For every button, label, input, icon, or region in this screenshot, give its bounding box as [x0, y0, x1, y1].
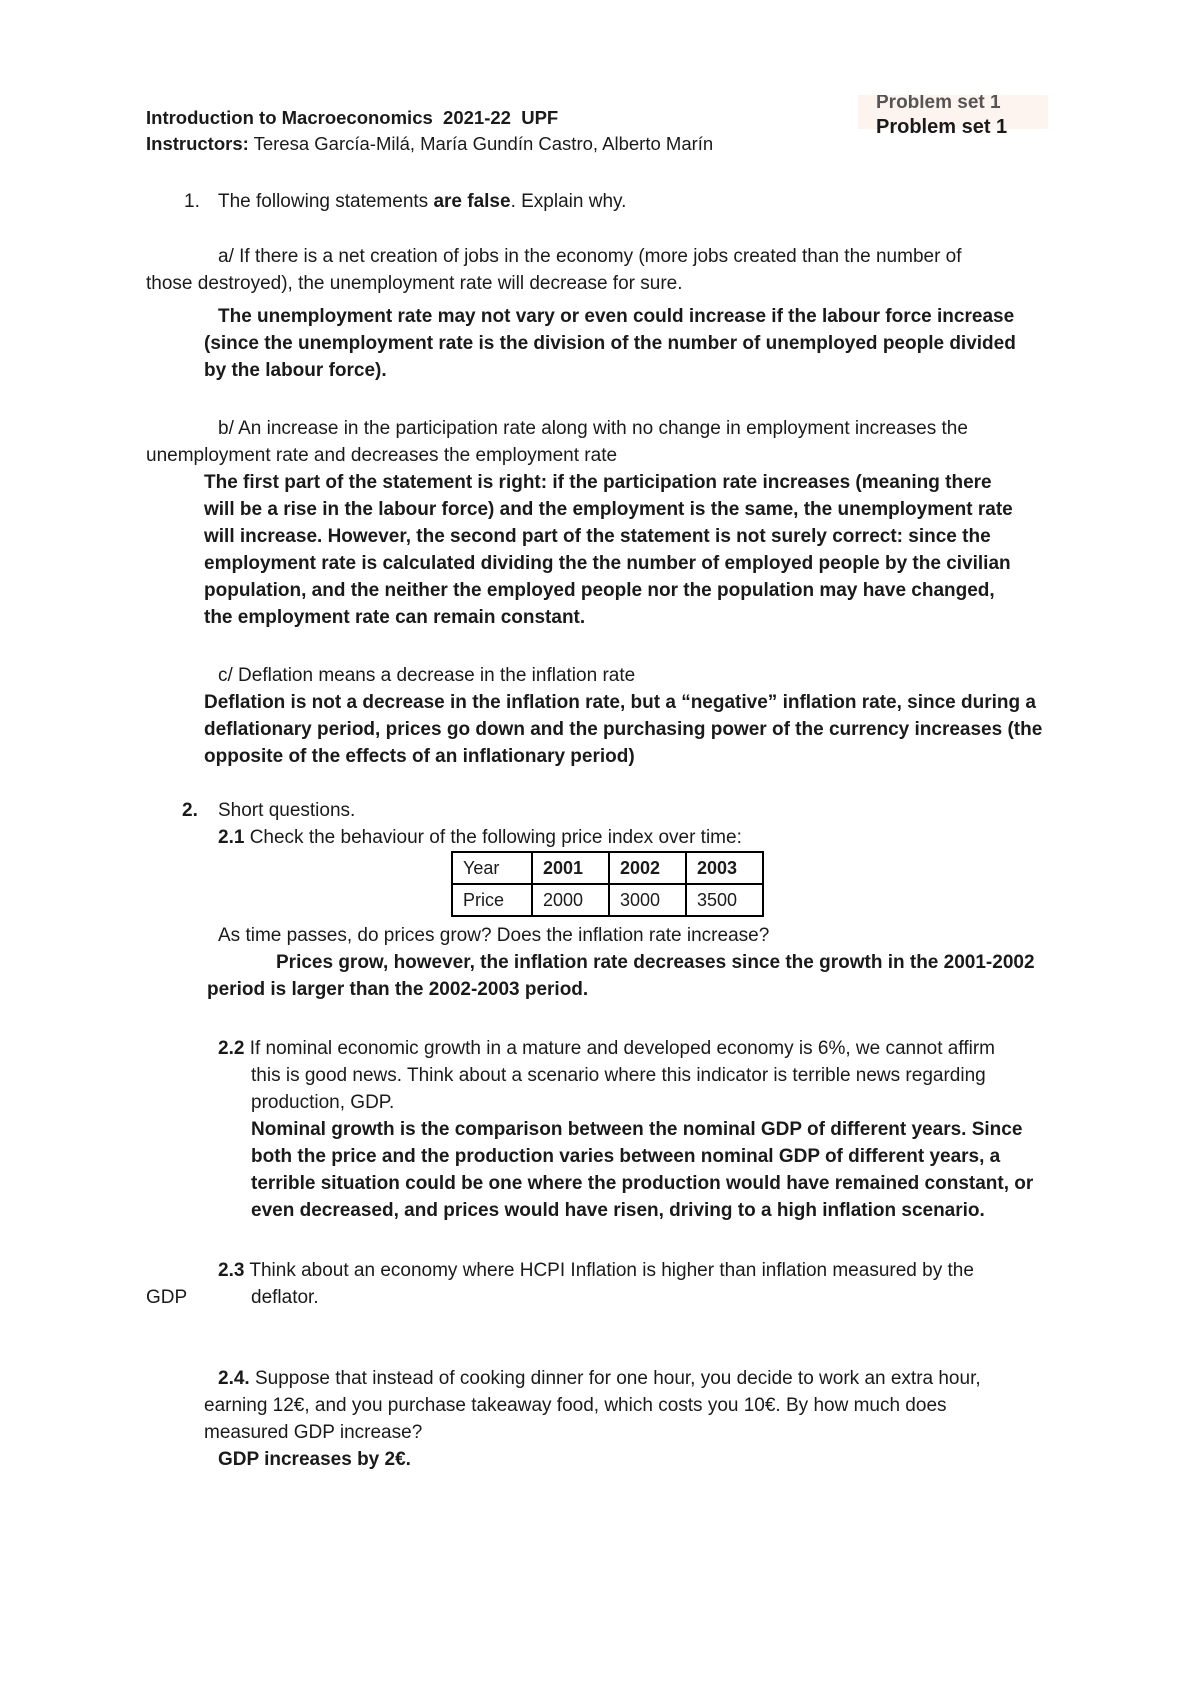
- q1b-answer-line1: The first part of the statement is right: if the participation rate increases (meaning there: [204, 472, 992, 493]
- q1b-statement-line2: unemployment rate and decreases the employment rate: [146, 445, 618, 466]
- q1b-answer-line5: population, and the neither the employed people nor the population may have changed,: [204, 580, 995, 601]
- q1b-statement-line1: b/ An increase in the participation rate along with no change in employment increases the: [218, 418, 968, 439]
- q21-prompt: [218, 824, 742, 851]
- q1-intro: [218, 188, 626, 215]
- q24-line3: measured GDP increase?: [204, 1422, 423, 1443]
- q1c-answer-line2: deflationary period, prices go down and the purchasing power of the currency increases (the: [204, 719, 1043, 740]
- q1c-answer-line1: Deflation is not a decrease in the inflation rate, but a “negative” inflation rate, since during a: [204, 692, 1036, 713]
- q23-number: 2.3: [218, 1260, 245, 1281]
- q24-text: Suppose that instead of cooking dinner for one hour, you decide to work an extra hour,: [249, 1368, 981, 1389]
- table-cell: 2001: [532, 852, 609, 884]
- instructors-names: Teresa García-Milá, María Gundín Castro, Alberto Marín: [248, 133, 714, 154]
- q1a-statement-line1: a/ If there is a net creation of jobs in the economy (more jobs created than the number of: [218, 246, 962, 267]
- q1b-answer-line4: employment rate is calculated dividing the the number of employed people by the civilian: [204, 553, 1011, 574]
- table-cell: Year: [452, 852, 532, 884]
- q1b-answer-line3: will increase. However, the second part of the statement is not surely correct: since the: [204, 526, 991, 547]
- q1-number: 1.: [184, 191, 200, 212]
- q21-text: Check the behaviour of the following price index over time:: [244, 827, 742, 848]
- price-index-table: [451, 851, 764, 917]
- course-header: [146, 105, 713, 157]
- table-cell: 3000: [609, 884, 686, 916]
- q24-line1: [218, 1365, 981, 1392]
- q22-line1: [218, 1035, 995, 1062]
- q23-text: Think about an economy where HCPI Inflation is higher than inflation measured by the: [244, 1260, 974, 1281]
- q1a-answer-line2: (since the unemployment rate is the division of the number of unemployed people divided: [204, 333, 1016, 354]
- q1c-statement: c/ Deflation means a decrease in the inflation rate: [218, 665, 636, 686]
- table-cell: 2000: [532, 884, 609, 916]
- q2-title: Short questions.: [218, 800, 356, 821]
- table-header-row: [452, 852, 763, 884]
- course-line: Introduction to Macroeconomics 2021-22 UPF: [146, 107, 559, 128]
- q24-number: 2.4.: [218, 1368, 250, 1389]
- q21-question: As time passes, do prices grow? Does the inflation rate increase?: [218, 925, 770, 946]
- table-cell: 3500: [686, 884, 763, 916]
- q22-answer-line2: both the price and the production varies between nominal GDP of different years, a: [251, 1146, 1001, 1167]
- q22-line2: this is good news. Think about a scenario where this indicator is terrible news regarding: [251, 1065, 986, 1086]
- q1b-answer-line6: the employment rate can remain constant.: [204, 607, 586, 628]
- q1a-answer-line1: The unemployment rate may not vary or even could increase if the labour force increase: [218, 306, 1015, 327]
- q1b-answer-line2: will be a rise in the labour force) and the employment is the same, the unemployment rate: [204, 499, 1013, 520]
- instructors-line: [146, 131, 713, 157]
- table-cell: 2002: [609, 852, 686, 884]
- q23-gdp-word: GDP: [146, 1287, 188, 1308]
- table-cell: 2003: [686, 852, 763, 884]
- q1-intro-end: . Explain why.: [510, 191, 627, 212]
- q22-line3: production, GDP.: [251, 1092, 395, 1113]
- q21-number: 2.1: [218, 827, 245, 848]
- q22-answer-line3: terrible situation could be one where the production would have remained constant, or: [251, 1173, 1034, 1194]
- problem-set-title: Problem set 1: [876, 116, 1008, 138]
- q1-intro-bold: are false: [433, 191, 511, 212]
- q24-line2: earning 12€, and you purchase takeaway food, which costs you 10€. By how much does: [204, 1395, 947, 1416]
- q2-number: 2.: [182, 800, 198, 821]
- q22-answer-line4: even decreased, and prices would have risen, driving to a high inflation scenario.: [251, 1200, 985, 1221]
- q21-answer-line1: Prices grow, however, the inflation rate decreases since the growth in the 2001-2002: [276, 952, 1035, 973]
- q24-answer: GDP increases by 2€.: [218, 1449, 411, 1470]
- q1a-statement-line2: those destroyed), the unemployment rate will decrease for sure.: [146, 273, 683, 294]
- table-row: [452, 884, 763, 916]
- q22-number: 2.2: [218, 1038, 245, 1059]
- table-cell: Price: [452, 884, 532, 916]
- q22-answer-line1: Nominal growth is the comparison between the nominal GDP of different years. Since: [251, 1119, 1023, 1140]
- q1-intro-plain: The following statements: [218, 191, 434, 212]
- q21-answer-line2: period is larger than the 2002-2003 period.: [207, 979, 589, 1000]
- q22-text: If nominal economic growth in a mature and developed economy is 6%, we cannot affirm: [244, 1038, 995, 1059]
- q23-line1: [218, 1257, 974, 1284]
- problem-set-ghost-text: Problem set 1: [876, 95, 1001, 113]
- instructors-label: Instructors:: [146, 133, 249, 154]
- q1c-answer-line3: opposite of the effects of an inflationary period): [204, 746, 635, 767]
- q23-line2: deflator.: [251, 1287, 319, 1308]
- q1a-answer-line3: by the labour force).: [204, 360, 387, 381]
